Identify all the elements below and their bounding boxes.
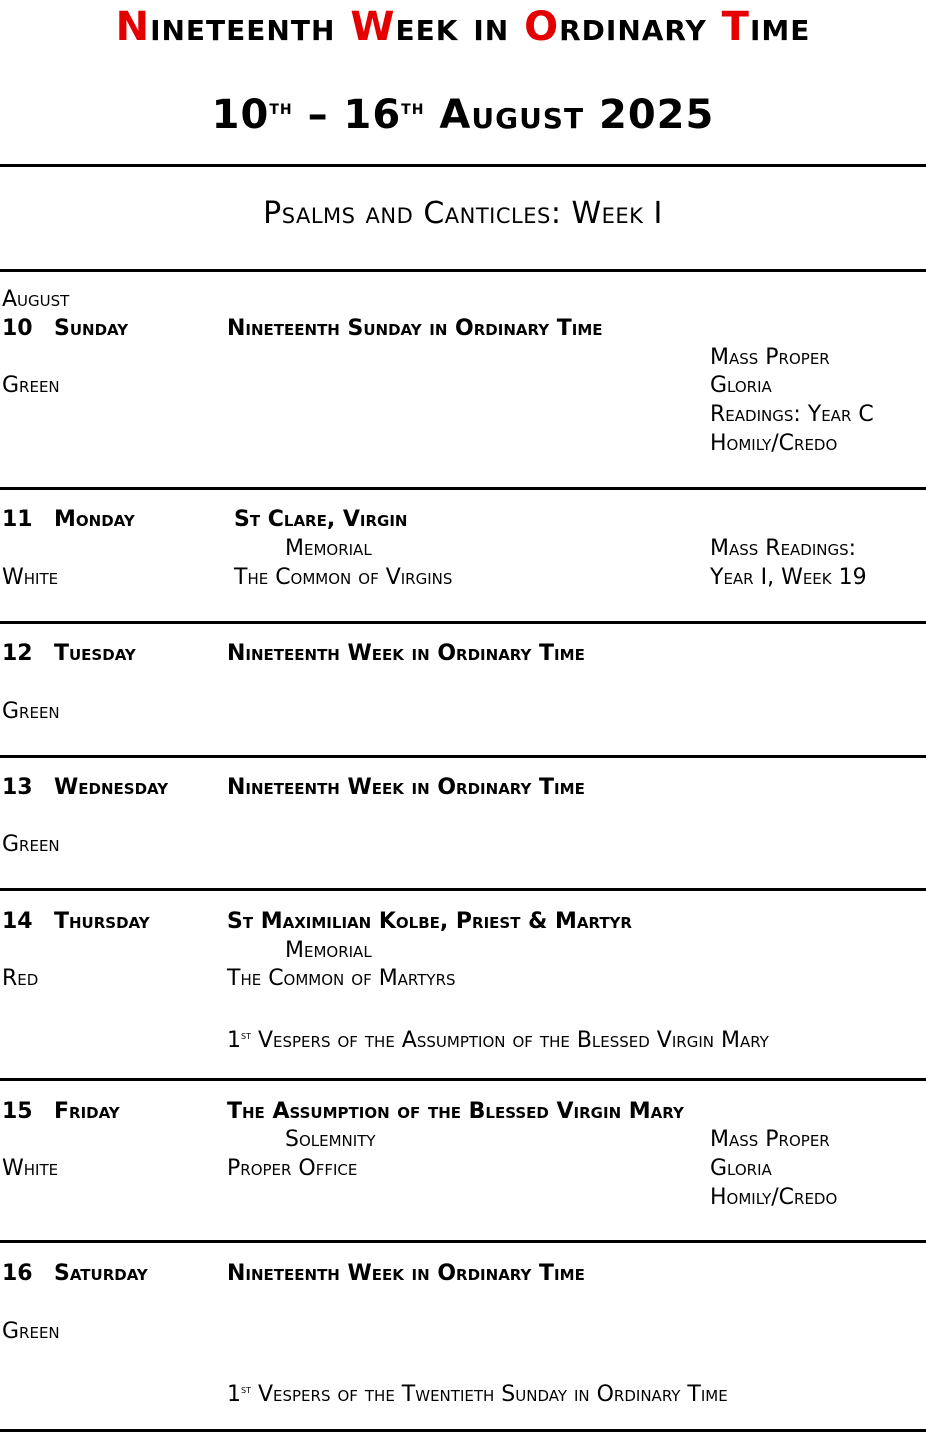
title-word: ineteenth [150, 4, 351, 50]
day-title: St Clare, Virgin [234, 507, 408, 532]
title-word: ime [749, 4, 811, 50]
mass-note: Gloria [710, 373, 772, 398]
rank: Memorial [285, 536, 372, 561]
day-title: Nineteenth Week in Ordinary Time [227, 775, 585, 800]
psalter-week: Psalms and Canticles: Week I [263, 196, 663, 231]
title-initial: O [524, 4, 560, 50]
first-vespers [227, 1375, 728, 1409]
liturgical-colour: White [2, 1156, 59, 1181]
mass-note: Readings: Year C [710, 402, 874, 427]
title-initial: N [115, 4, 151, 50]
divider [0, 1078, 926, 1081]
day-name: Thursday [54, 909, 150, 934]
day-title: Nineteenth Week in Ordinary Time [227, 1261, 585, 1286]
page-title [0, 4, 926, 50]
office: The Common of Martyrs [227, 966, 456, 991]
liturgical-colour: Green [2, 1319, 60, 1344]
start-day: 10 [211, 92, 270, 138]
liturgical-colour: White [2, 565, 59, 590]
divider [0, 269, 926, 272]
date-dash: – [307, 92, 329, 138]
day-number: 10 [2, 316, 33, 341]
mass-note: Mass Proper [710, 1127, 830, 1152]
title-initial: W [350, 4, 396, 50]
title-initial: T [721, 4, 750, 50]
month-label: August [2, 287, 70, 312]
vespers-number: 1 [227, 1028, 241, 1053]
day-name: Monday [54, 507, 135, 532]
mass-note: Mass Readings: [710, 536, 857, 561]
divider [0, 621, 926, 624]
divider [0, 164, 926, 167]
mass-note: Mass Proper [710, 345, 830, 370]
day-name: Friday [54, 1099, 120, 1124]
mass-note: Homily/Credo [710, 1185, 838, 1210]
rank: Solemnity [285, 1127, 376, 1152]
date-range [0, 92, 926, 138]
vespers-number: 1 [227, 1382, 241, 1407]
end-day: 16 [343, 92, 402, 138]
liturgical-colour: Green [2, 699, 60, 724]
day-name: Sunday [54, 316, 129, 341]
first-vespers [227, 1021, 769, 1055]
start-day-suffix: th [269, 95, 293, 119]
end-day-suffix: th [401, 95, 425, 119]
mass-note: Gloria [710, 1156, 772, 1181]
divider [0, 755, 926, 758]
day-title: Nineteenth Week in Ordinary Time [227, 641, 585, 666]
vespers-text: Vespers of the Twentieth Sunday in Ordinary Time [250, 1382, 728, 1407]
day-number: 13 [2, 775, 33, 800]
vespers-suffix: st [241, 1028, 251, 1042]
month-year: August 2025 [439, 92, 715, 138]
day-title: The Assumption of the Blessed Virgin Mary [227, 1099, 684, 1124]
divider [0, 1240, 926, 1243]
mass-note: Year I, Week 19 [710, 565, 867, 590]
day-number: 11 [2, 507, 33, 532]
day-title: Nineteenth Sunday in Ordinary Time [227, 316, 603, 341]
day-name: Saturday [54, 1261, 148, 1286]
day-number: 14 [2, 909, 33, 934]
vespers-text: Vespers of the Assumption of the Blessed Virgin Mary [250, 1028, 769, 1053]
title-word: eek in [395, 4, 525, 50]
day-name: Wednesday [54, 775, 169, 800]
title-word: rdinary [559, 4, 722, 50]
divider [0, 888, 926, 891]
day-number: 15 [2, 1099, 33, 1124]
mass-note: Homily/Credo [710, 431, 838, 456]
rank: Memorial [285, 938, 372, 963]
day-number: 16 [2, 1261, 33, 1286]
day-name: Tuesday [54, 641, 136, 666]
day-title: St Maximilian Kolbe, Priest & Martyr [227, 909, 632, 934]
liturgical-colour: Red [2, 966, 39, 991]
divider [0, 487, 926, 490]
liturgical-colour: Green [2, 832, 60, 857]
vespers-suffix: st [241, 1382, 251, 1396]
office: Proper Office [227, 1156, 358, 1181]
liturgical-colour: Green [2, 373, 60, 398]
day-number: 12 [2, 641, 33, 666]
office: The Common of Virgins [234, 565, 453, 590]
